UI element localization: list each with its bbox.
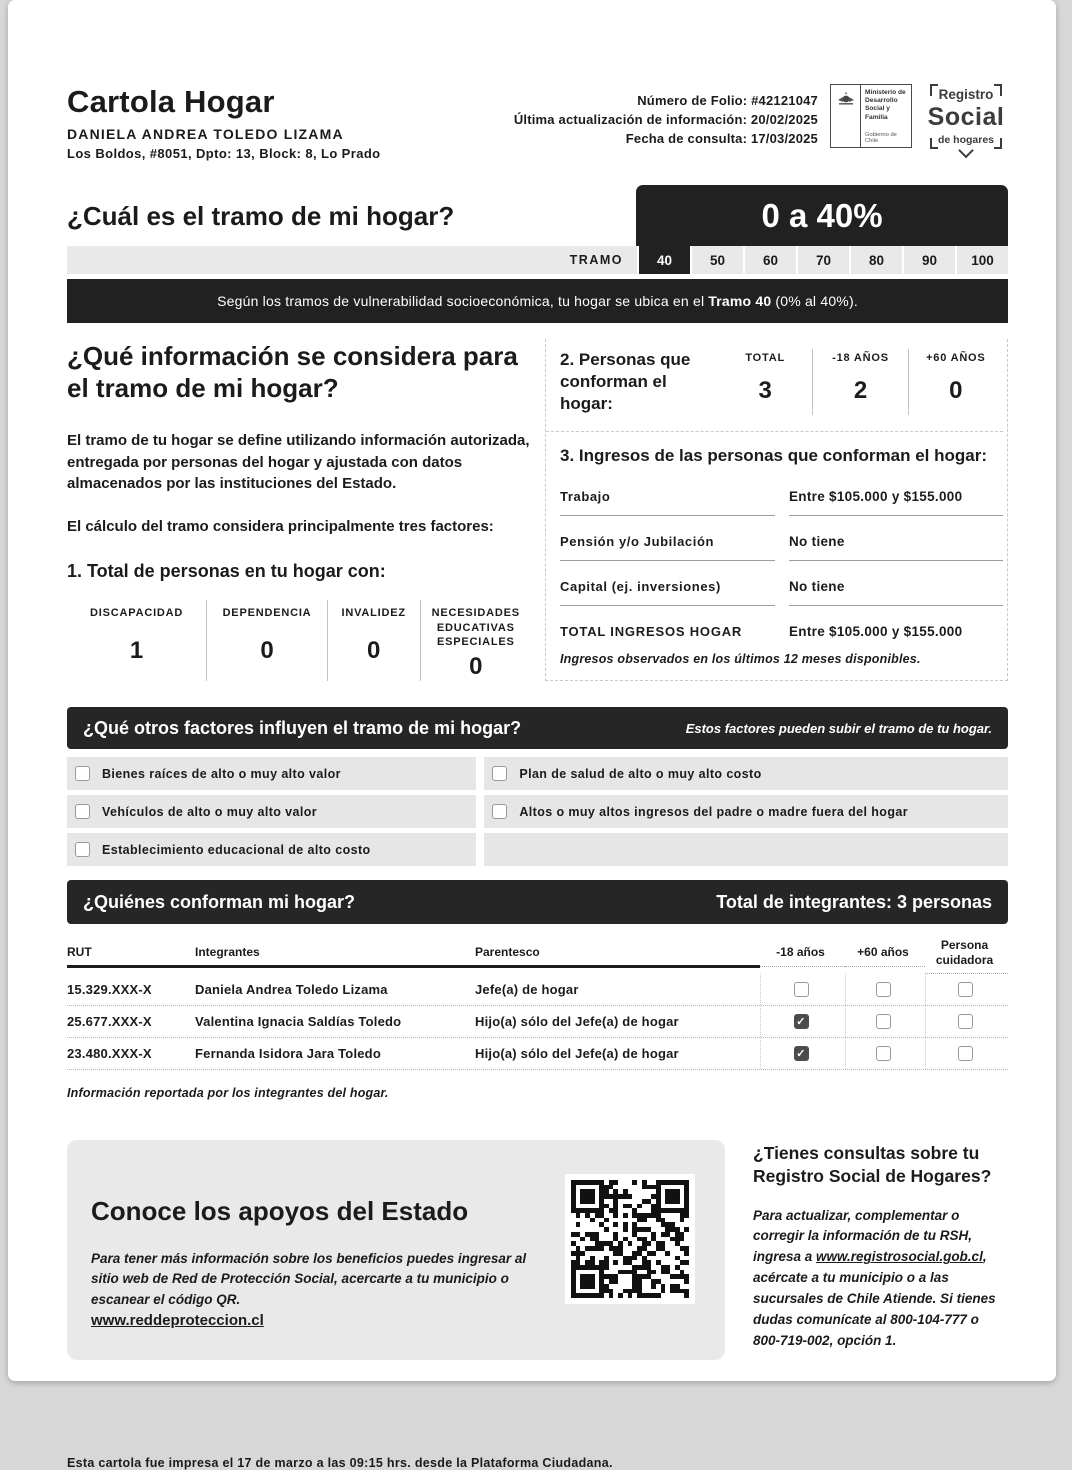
otros-factores-subtitle: Estos factores pueden subir el tramo de tu hogar. (685, 720, 992, 736)
ingreso-value: No tiene (789, 534, 1003, 561)
tramo-segment-80: 80 (851, 246, 902, 274)
factor-establecimiento-educacional (67, 833, 476, 866)
col-header-mayor60: +60 años (845, 937, 925, 966)
checkbox[interactable] (958, 982, 973, 997)
checkbox[interactable] (958, 1014, 973, 1029)
factor1-title: 1. Total de personas en tu hogar con: (67, 561, 386, 582)
qr-code (565, 1174, 695, 1304)
page-title: Cartola Hogar (67, 84, 275, 119)
checkbox[interactable] (492, 766, 507, 781)
ingreso-row-pension (560, 525, 1003, 570)
tramo-question: ¿Cuál es el tramo de mi hogar? (67, 201, 455, 231)
header (67, 0, 1008, 161)
ministry-logo (830, 84, 912, 148)
tramo-segment-90: 90 (904, 246, 955, 274)
integrantes-table (67, 930, 1008, 1070)
cell-nombre: Daniela Andrea Toledo Lizama (195, 982, 388, 997)
cell-nombre: Valentina Ignacia Saldías Toledo (195, 1014, 402, 1029)
col-header-menor18: -18 años (760, 937, 845, 966)
cell-rut: 25.677.XXX-X (67, 1014, 152, 1029)
government-name: Gobierno de Chile (865, 132, 897, 144)
apoyos-paragraph: Para tener más información sobre los beneficios puedes ingresar al sitio web de Red de Protección Social, acercarte a tu municipio o escanear el código QR. (91, 1251, 527, 1307)
table-row (67, 974, 1008, 1006)
factor-plan-salud (484, 757, 1008, 790)
table-row (67, 1006, 1008, 1038)
stat-value: 2 (853, 377, 868, 405)
cell-cuidadora (925, 1038, 1008, 1069)
cell-parentesco: Hijo(a) sólo del Jefe(a) de hogar (475, 1046, 679, 1061)
stat-discapacidad (67, 600, 206, 681)
stat-value: 0 (260, 636, 274, 664)
rsh-logo-mid: Social (927, 103, 1005, 131)
consultas-text-pre: Para actualizar, complementar o corregir la información de tu RSH, ingresa a (753, 1207, 973, 1265)
checkbox[interactable] (876, 982, 891, 997)
factor-label: Bienes raíces de alto o muy alto valor (102, 766, 341, 781)
stat-value: 0 (367, 636, 381, 664)
stat-label: +60 AÑOS (926, 352, 986, 364)
ingreso-total-label: TOTAL INGRESOS HOGAR (560, 624, 743, 640)
apoyos-box (67, 1140, 725, 1360)
consultas-text-post: , acércate a tu municipio o a las sucursales de Chile Atiende. Si tienes dudas comunícate al 800-104-777 o 800-719-002, opción 1. (753, 1249, 996, 1349)
tramo-segment-60: 60 (745, 246, 796, 274)
otros-factores-header (67, 707, 1008, 749)
col-header-parentesco: Parentesco (475, 937, 760, 968)
table-header-row (67, 930, 1008, 974)
col-header-rut: RUT (67, 937, 195, 968)
ingreso-value: Entre $105.000 y $155.000 (789, 489, 1003, 516)
cell-menor18 (760, 1038, 845, 1069)
cell-parentesco: Hijo(a) sólo del Jefe(a) de hogar (475, 1014, 679, 1029)
otros-factores-title: ¿Qué otros factores influyen el tramo de mi hogar? (83, 717, 522, 738)
rsh-logo-top: Registro (932, 84, 1001, 102)
stat-necesidades-educativas (420, 600, 531, 681)
ingreso-label: Capital (ej. inversiones) (560, 579, 775, 606)
col-header-integrantes: Integrantes (195, 937, 475, 968)
factor-vehiculos (67, 795, 476, 828)
stat-label: -18 AÑOS (832, 352, 889, 364)
checkbox[interactable]: ✓ (794, 1014, 809, 1029)
stat-value: 0 (469, 653, 483, 681)
table-row (67, 1038, 1008, 1070)
info-paragraph (67, 430, 531, 494)
stat-label: DEPENDENCIA (222, 607, 312, 620)
header-right (514, 84, 1008, 161)
stat-invalidez (327, 600, 420, 681)
checkbox[interactable]: ✓ (794, 1046, 809, 1061)
info-column (67, 339, 545, 681)
factor-ingresos-padre-madre (484, 795, 1008, 828)
ingresos-table (560, 480, 1003, 648)
factor-bienes-raices (67, 757, 476, 790)
ingreso-total-value: Entre $105.000 y $155.000 (789, 624, 963, 640)
checkbox[interactable] (75, 842, 90, 857)
tramo-section (67, 185, 1008, 246)
tramo-segment-40: 40 (639, 246, 690, 274)
consultas-title: ¿Tienes consultas sobre tu Registro Social de Hogares? (753, 1143, 992, 1186)
stat-total (718, 349, 812, 415)
tramo-banner-bold: Tramo 40 (708, 293, 772, 309)
cell-rut: 23.480.XXX-X (67, 1046, 152, 1061)
folio-number: Número de Folio: #42121047 (637, 93, 818, 108)
ministry-logo-text (861, 85, 911, 147)
cell-mayor60 (845, 1006, 925, 1037)
tramo-segment-50: 50 (692, 246, 743, 274)
personas-stats (718, 349, 1003, 415)
ingreso-row-trabajo (560, 480, 1003, 525)
apoyos-text-block (91, 1174, 541, 1330)
last-update-date: Última actualización de información: 20/02/2025 (513, 111, 818, 127)
cell-cuidadora (925, 974, 1008, 1005)
stat-dependencia (206, 600, 327, 681)
consultas-block (753, 1140, 1008, 1360)
integrantes-header (67, 880, 1008, 924)
registro-social-link[interactable]: www.registrosocial.gob.cl (816, 1249, 983, 1265)
ingreso-row-total (560, 615, 1003, 648)
household-condition-stats (67, 600, 531, 681)
qr-code-pattern (571, 1180, 689, 1298)
cartola-page (8, 0, 1056, 1470)
checkbox[interactable] (75, 766, 90, 781)
ministry-name: Ministerio de Desarrollo Social y Familia (865, 89, 906, 121)
stat-label: NECESIDADES EDUCATIVAS ESPECIALES (431, 607, 520, 648)
tramo-banner (67, 279, 1008, 323)
cell-cuidadora (925, 1006, 1008, 1037)
ingresos-title: 3. Ingresos de las personas que conforman el hogar: (560, 446, 988, 466)
tramo-scale-label: TRAMO (67, 246, 637, 274)
checkbox[interactable] (876, 1046, 891, 1061)
checkbox[interactable] (794, 982, 809, 997)
print-footer: Esta cartola fue impresa el 17 de marzo a las 09:15 hrs. desde la Plataforma Ciudadana. (67, 1455, 613, 1470)
consultas-paragraph (753, 1206, 1008, 1352)
info-paragraph-bold: información autorizada, entregada por personas del hogar y ajustada con datos almacenados por las instituciones del Estado. (67, 432, 530, 493)
chile-coat-of-arms-icon (831, 85, 861, 147)
info-title: ¿Qué información se considera para el tramo de mi hogar? (67, 341, 518, 403)
cell-nombre: Fernanda Isidora Jara Toledo (195, 1046, 381, 1061)
factor-label: Establecimiento educacional de alto costo (102, 842, 371, 857)
cell-rut: 15.329.XXX-X (67, 982, 152, 997)
info-paragraph2: El cálculo del tramo considera principalmente tres factores: (67, 518, 494, 536)
factor-label: Altos o muy altos ingresos del padre o madre fuera del hogar (519, 804, 908, 819)
tramo-segment-70: 70 (798, 246, 849, 274)
checkbox[interactable] (876, 1014, 891, 1029)
apoyos-title: Conoce los apoyos del Estado (91, 1196, 469, 1226)
holder-name: DANIELA ANDREA TOLEDO LIZAMA (67, 126, 344, 142)
col-header-cuidadora: Persona cuidadora (925, 930, 1008, 974)
checkbox[interactable] (75, 804, 90, 819)
stat-label: TOTAL (745, 352, 785, 364)
tramo-scale (67, 246, 1008, 274)
stat-menores-18 (812, 349, 907, 415)
personas-section (560, 343, 1003, 415)
factor-label: Plan de salud de alto o muy alto costo (519, 766, 762, 781)
tramo-range-badge: 0 a 40% (636, 185, 1008, 246)
cell-menor18 (760, 1006, 845, 1037)
red-proteccion-link[interactable]: www.reddeproteccion.cl (91, 1311, 264, 1329)
cell-mayor60 (845, 974, 925, 1005)
cell-parentesco: Jefe(a) de hogar (475, 982, 579, 997)
table-body (67, 974, 1008, 1070)
rsh-logo-bottom: de hogares (931, 134, 1001, 149)
holder-address: Los Boldos, #8051, Dpto: 13, Block: 8, Lo Prado (67, 146, 381, 161)
stat-label: INVALIDEZ (341, 607, 406, 620)
stat-value: 1 (129, 636, 144, 664)
integrantes-note: Información reportada por los integrantes del hogar. (67, 1086, 389, 1100)
stat-value: 0 (949, 377, 963, 405)
stat-value: 3 (758, 377, 772, 405)
header-left (67, 84, 381, 161)
personas-title: 2. Personas que conforman el hogar: (560, 350, 691, 414)
ingresos-note: Ingresos observados en los últimos 12 meses disponibles. (560, 652, 921, 667)
integrantes-title: ¿Quiénes conforman mi hogar? (83, 891, 356, 912)
registro-social-logo (924, 84, 1008, 156)
ingreso-value: No tiene (789, 579, 1003, 606)
consult-date: Fecha de consulta: 17/03/2025 (625, 130, 818, 146)
tramo-segment-100: 100 (957, 246, 1008, 274)
factor-empty-cell (484, 833, 1008, 866)
ingreso-row-capital (560, 570, 1003, 615)
tramo-banner-prefix: Según los tramos de vulnerabilidad socioeconómica, tu hogar se ubica en el (217, 293, 705, 309)
ingreso-label: Pensión y/o Jubilación (560, 534, 775, 561)
cell-mayor60 (845, 1038, 925, 1069)
info-paragraph-normal: El tramo de tu hogar se define utilizando (67, 432, 361, 450)
header-meta (514, 84, 818, 149)
checkbox[interactable] (492, 804, 507, 819)
stat-label: DISCAPACIDAD (90, 607, 184, 620)
dashed-divider (546, 431, 1003, 432)
main-section (67, 339, 1008, 681)
bottom-section (67, 1140, 1008, 1360)
stat-mayores-60 (908, 349, 1003, 415)
personas-ingresos-column (545, 339, 1008, 681)
ingreso-label: Trabajo (560, 489, 775, 516)
cell-menor18 (760, 974, 845, 1005)
tramo-banner-suffix: (0% al 40%). (775, 293, 858, 309)
checkbox[interactable] (958, 1046, 973, 1061)
factor-label: Vehículos de alto o muy alto valor (102, 804, 318, 819)
otros-factores-grid (67, 757, 1008, 866)
integrantes-total: Total de integrantes: 3 personas (716, 891, 992, 912)
